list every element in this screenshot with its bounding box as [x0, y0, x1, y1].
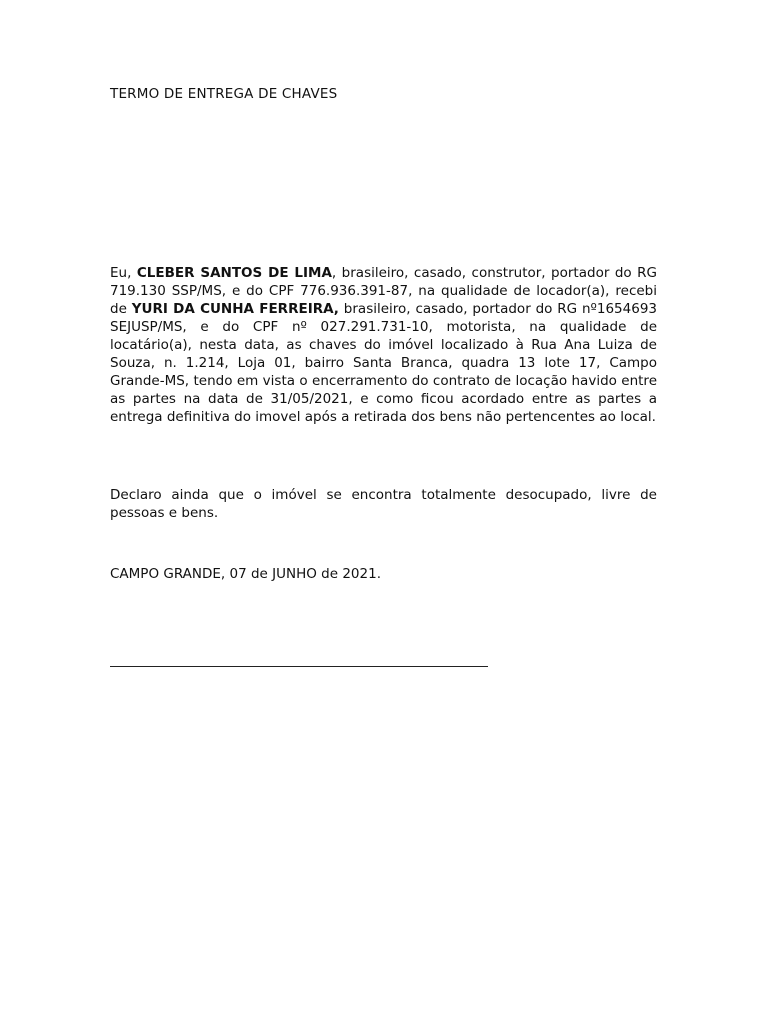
vacancy-statement: Declaro ainda que o imóvel se encontra totalmente desocupado, livre de pessoas e bens. — [110, 487, 657, 521]
paragraph-text: Eu, — [110, 265, 137, 281]
signature-line — [110, 666, 488, 667]
tenant-name: YURI DA CUNHA FERREIRA, — [131, 301, 339, 317]
paragraph-text: brasileiro, casado, portador do RG nº1654693 SEJUSP/MS, e do CPF nº 027.291.731-10, motorista, na qualidade de locatário(a), nesta data, as chaves do imóvel localizado à Rua Ana Luiza de Souza, n. 1.214, Loja 01, bairro Santa Branca, quadra 13 lote 17, Campo Grande-MS, tendo em vista o encerramento do contrato de locação havido entre as partes na data de 31/05/2021, e como ficou acordado entre as partes a entrega definitiva do imovel após a retirada dos bens não pertencentes ao local. — [110, 301, 658, 425]
document-title: TERMO DE ENTREGA DE CHAVES — [110, 86, 338, 102]
place-date: CAMPO GRANDE, 07 de JUNHO de 2021. — [110, 566, 381, 582]
paragraph-text: , brasileiro, casado, construtor, portador do RG 719.130 SSP/MS, e do CPF 776.936.391-87, na qualidade de locador(a), recebi de — [110, 265, 657, 317]
landlord-name: CLEBER SANTOS DE LIMA — [136, 265, 332, 281]
declaration-paragraph — [110, 264, 657, 426]
